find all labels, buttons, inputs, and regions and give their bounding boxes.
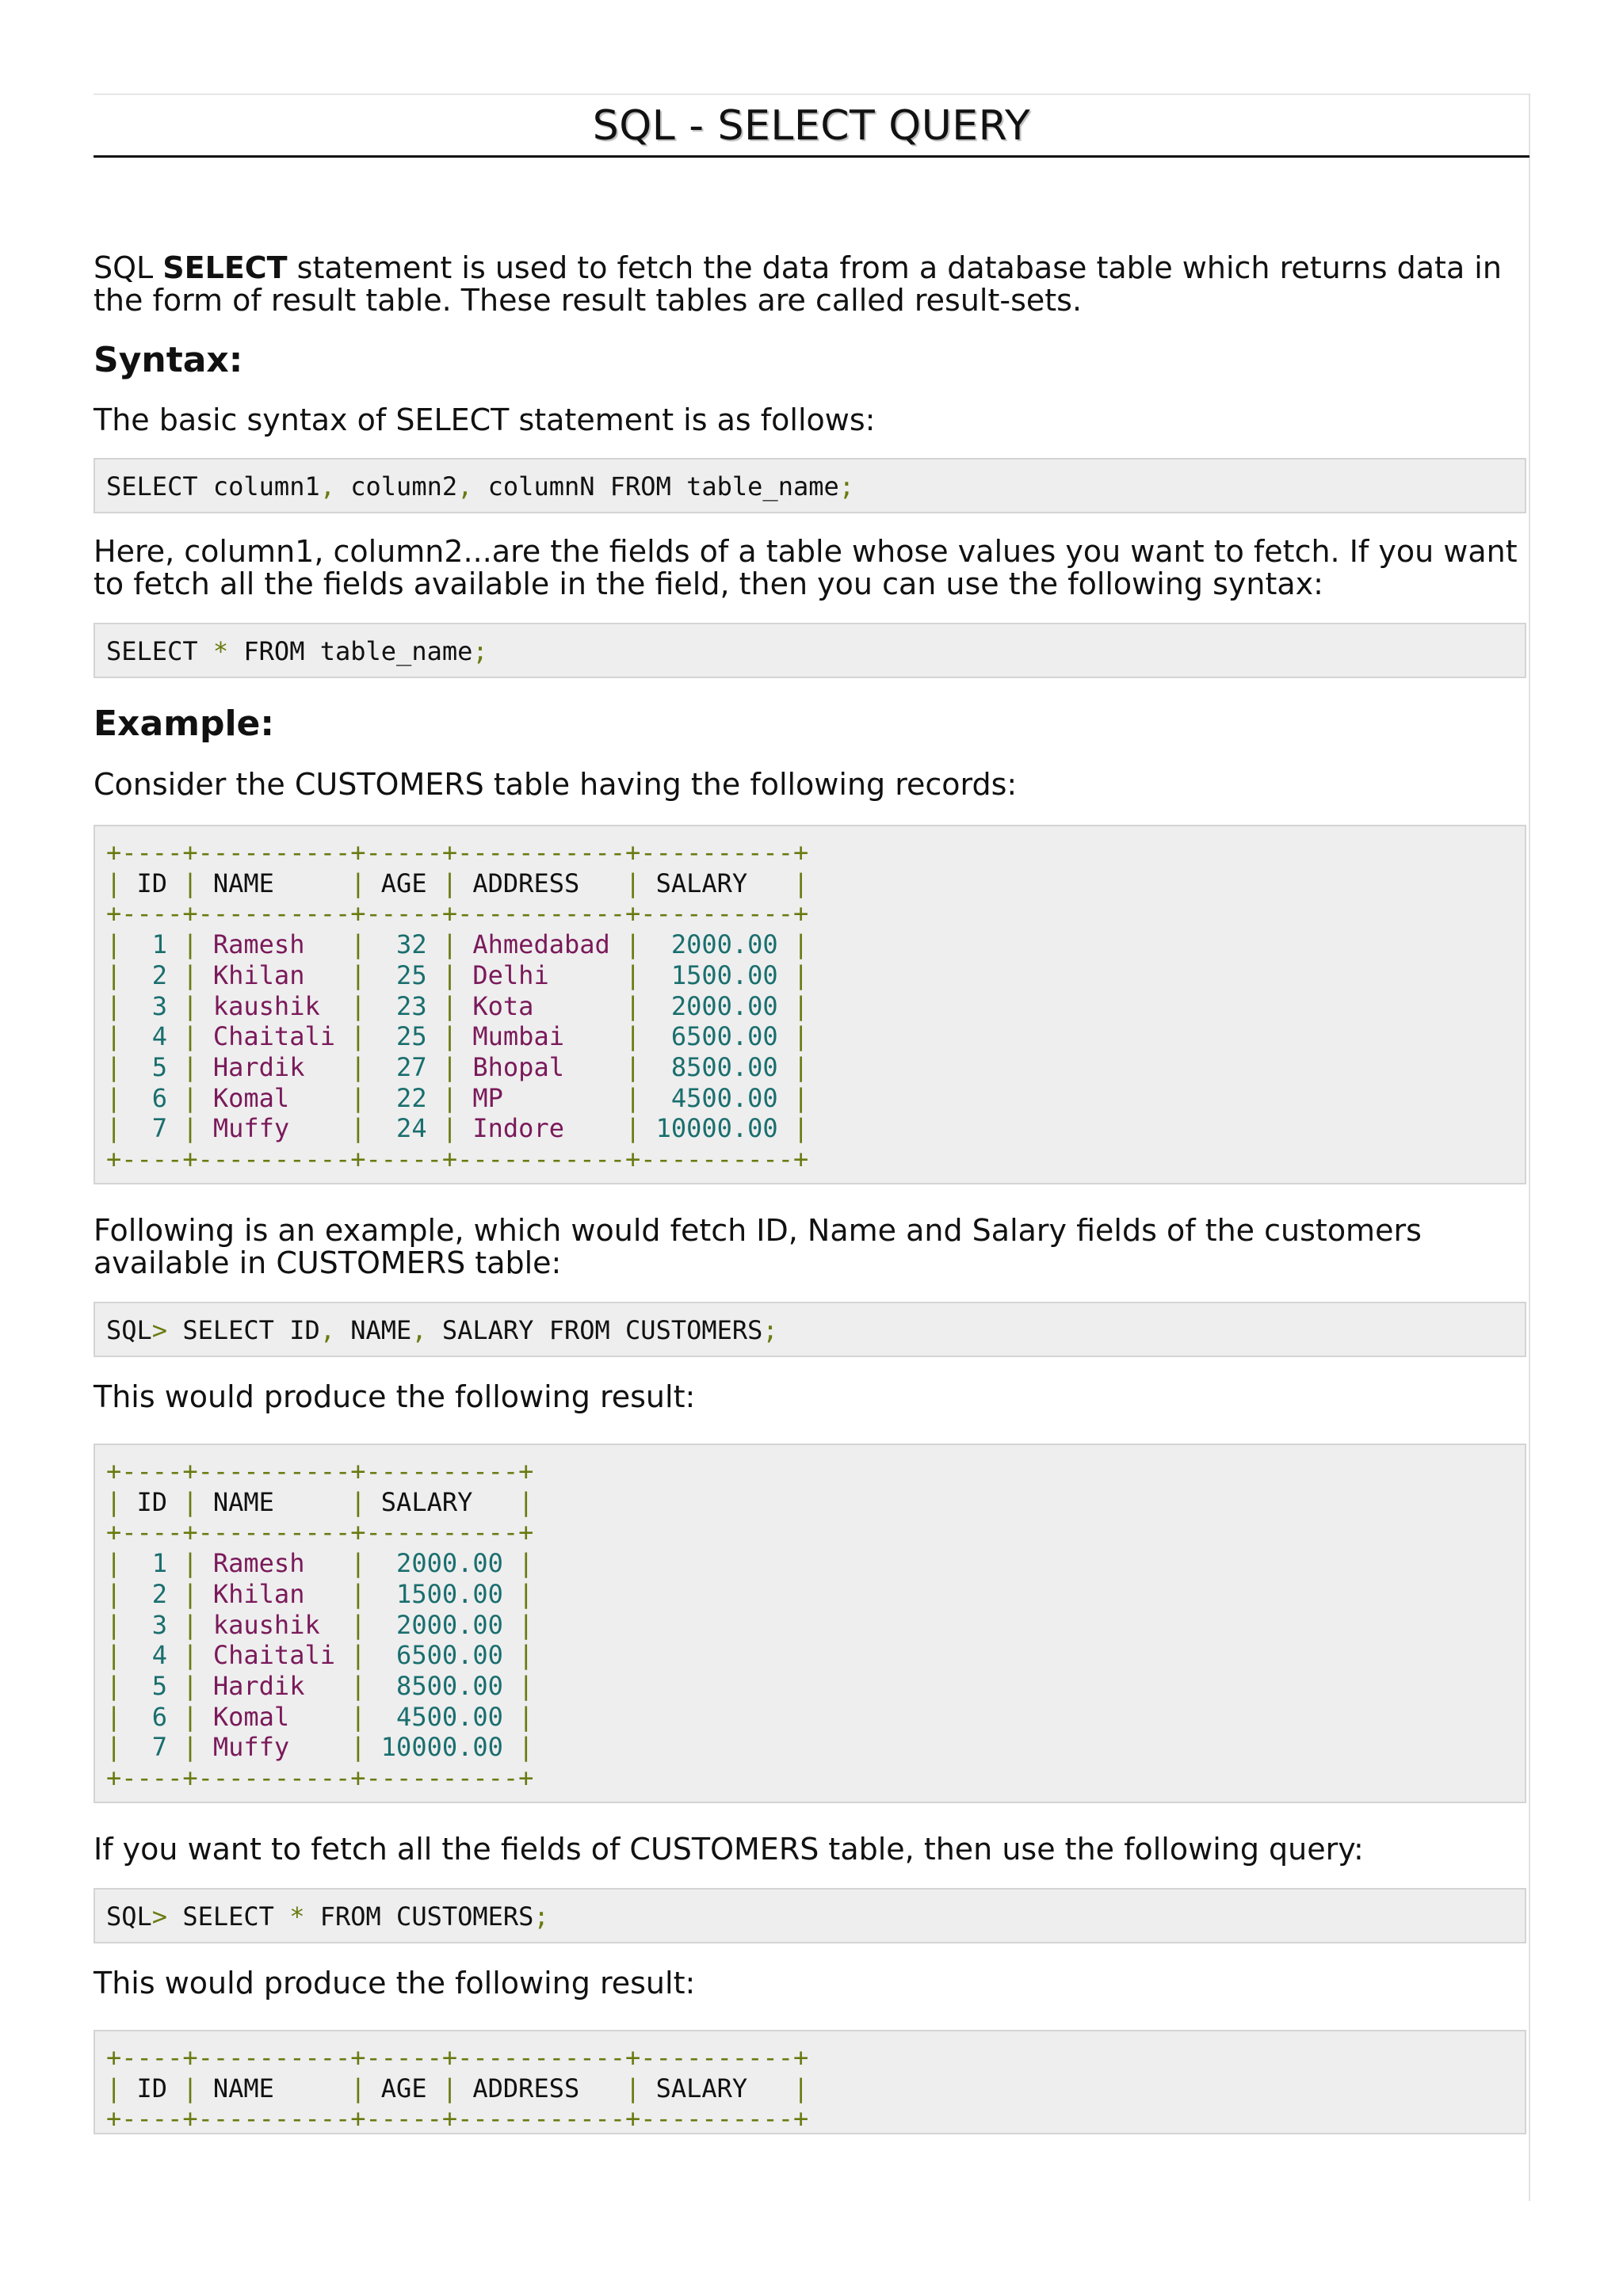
table-cell: 6 — [136, 1082, 168, 1113]
table-cell: Komal — [212, 1701, 335, 1732]
table-cell: 5 — [136, 1670, 168, 1701]
table-row: | 2 | Khilan | 1500.00 | — [106, 1578, 534, 1609]
table-border: +----+----------+-----+-----------+----------+ — [106, 898, 809, 929]
table-header-row: | ID | NAME | SALARY | — [106, 1486, 534, 1517]
table-cell: Kota — [472, 990, 610, 1021]
table-cell: Komal — [212, 1082, 335, 1113]
table-cell: 5 — [136, 1051, 168, 1082]
table-row: | 5 | Hardik | 27 | Bhopal | 8500.00 | — [106, 1051, 809, 1082]
table-cell: 3 — [136, 1609, 168, 1640]
table-cell: Khilan — [212, 959, 335, 990]
table-cell: 1 — [136, 929, 168, 960]
final-table-block — [94, 2030, 1526, 2134]
table-row: | 3 | kaushik | 23 | Kota | 2000.00 | — [106, 990, 809, 1021]
table-cell: 25 — [380, 1021, 427, 1052]
table-cell: Chaitali — [212, 1021, 335, 1052]
article-body — [94, 252, 1526, 2134]
table-cell: 4 — [136, 1640, 168, 1671]
intro-paragraph — [94, 252, 1526, 317]
table-cell: 23 — [380, 990, 427, 1021]
table-cell: Mumbai — [472, 1021, 610, 1052]
table-cell: 27 — [380, 1051, 427, 1082]
table-cell: 6500.00 — [380, 1640, 503, 1671]
table-cell: 8500.00 — [380, 1670, 503, 1701]
table-cell: Ramesh — [212, 929, 335, 960]
table-border: +----+----------+----------+ — [106, 1456, 534, 1486]
table-header-row: | ID | NAME | AGE | ADDRESS | SALARY | — [106, 868, 809, 898]
table-cell: Ahmedabad — [472, 929, 610, 960]
table-row: | 6 | Komal | 22 | MP | 4500.00 | — [106, 1082, 809, 1113]
code-block-select-columns: SQL> SELECT ID, NAME, SALARY FROM CUSTOMERS; — [94, 1302, 1526, 1357]
syntax-explanation: Here, column1, column2...are the fields of a table whose values you want to fetch. If you want to fetch all the fields available in the field, then you can use the following syntax: — [94, 534, 1518, 601]
syntax-heading: Syntax: — [94, 340, 243, 380]
intro-keyword: SELECT — [162, 250, 288, 285]
table-cell: 7 — [136, 1113, 168, 1144]
code-block-select-all: SELECT * FROM table_name; — [94, 623, 1526, 678]
table-cell: 6500.00 — [655, 1021, 778, 1052]
table-cell: ID — [136, 868, 168, 898]
table-border: +----+----------+-----+-----------+----------+ — [106, 2042, 809, 2073]
result-caption-2: This would produce the following result: — [94, 1966, 696, 2000]
table-cell: 7 — [136, 1732, 168, 1763]
table-border: +----+----------+-----+-----------+----------+ — [106, 1144, 809, 1175]
table-row: | 1 | Ramesh | 32 | Ahmedabad | 2000.00 | — [106, 929, 809, 960]
table-cell: Bhopal — [472, 1051, 610, 1082]
table-row: | 3 | kaushik | 2000.00 | — [106, 1609, 534, 1640]
table-cell: 1 — [136, 1548, 168, 1579]
table-cell: Muffy — [212, 1113, 335, 1144]
table-cell: NAME — [212, 1486, 335, 1517]
table-cell: SALARY — [655, 2073, 778, 2103]
example-intro: Consider the CUSTOMERS table having the following records: — [94, 767, 1018, 802]
table-cell: Indore — [472, 1113, 610, 1144]
intro-text-after: statement is used to fetch the data from a database table which returns data in the form of result table. These result tables are called result-sets. — [94, 250, 1502, 318]
table-cell: 2 — [136, 1578, 168, 1609]
table-cell: 2000.00 — [380, 1548, 503, 1579]
table-cell: AGE — [380, 2073, 427, 2103]
table-cell: 4500.00 — [655, 1082, 778, 1113]
table-cell: 25 — [380, 959, 427, 990]
table-border: +----+----------+----------+ — [106, 1763, 534, 1794]
right-margin-line — [1529, 93, 1530, 2201]
table-cell: NAME — [212, 868, 335, 898]
table-cell: MP — [472, 1082, 610, 1113]
table-row: | 5 | Hardik | 8500.00 | — [106, 1670, 534, 1701]
table-cell: kaushik — [212, 1609, 335, 1640]
table-row: | 2 | Khilan | 25 | Delhi | 1500.00 | — [106, 959, 809, 990]
table-row: | 7 | Muffy | 24 | Indore | 10000.00 | — [106, 1113, 809, 1144]
table-cell: Khilan — [212, 1578, 335, 1609]
table-row: | 4 | Chaitali | 25 | Mumbai | 6500.00 | — [106, 1021, 809, 1052]
table-cell: 2 — [136, 959, 168, 990]
table-cell: ADDRESS — [472, 2073, 610, 2103]
table-cell: 22 — [380, 1082, 427, 1113]
example-heading: Example: — [94, 704, 274, 744]
intro-text-before: SQL — [94, 250, 163, 285]
table-cell: 1500.00 — [380, 1578, 503, 1609]
example-explanation: Following is an example, which would fetch ID, Name and Salary fields of the customers available in CUSTOMERS table: — [94, 1213, 1422, 1280]
table-cell: 8500.00 — [655, 1051, 778, 1082]
table-cell: 1500.00 — [655, 959, 778, 990]
table-cell: Chaitali — [212, 1640, 335, 1671]
table-cell: Delhi — [472, 959, 610, 990]
table-cell: 2000.00 — [380, 1609, 503, 1640]
table-cell: 4500.00 — [380, 1701, 503, 1732]
table-cell: 24 — [380, 1113, 427, 1144]
table-border: +----+----------+-----+-----------+----------+ — [106, 837, 809, 868]
table-cell: ID — [136, 2073, 168, 2103]
table-cell: 10000.00 — [380, 1732, 503, 1763]
table-cell: kaushik — [212, 990, 335, 1021]
table-row: | 1 | Ramesh | 2000.00 | — [106, 1548, 534, 1579]
table-cell: AGE — [380, 868, 427, 898]
syntax-intro: The basic syntax of SELECT statement is as follows: — [94, 402, 876, 437]
table-cell: 6 — [136, 1701, 168, 1732]
table-cell: 2000.00 — [655, 990, 778, 1021]
table-cell: SALARY — [655, 868, 778, 898]
customers-table-block — [94, 825, 1526, 1184]
table-cell: 4 — [136, 1021, 168, 1052]
page-title: SQL - SELECT QUERY — [592, 102, 1031, 150]
table-cell: ID — [136, 1486, 168, 1517]
table-cell: 2000.00 — [655, 929, 778, 960]
table-cell: Ramesh — [212, 1548, 335, 1579]
table-cell: Muffy — [212, 1732, 335, 1763]
table-row: | 7 | Muffy | 10000.00 | — [106, 1732, 534, 1763]
table-border: +----+----------+-----+-----------+----------+ — [106, 2103, 809, 2134]
top-divider — [94, 93, 1529, 95]
title-bar — [94, 97, 1529, 158]
table-cell: 32 — [380, 929, 427, 960]
table-row: | 4 | Chaitali | 6500.00 | — [106, 1640, 534, 1671]
code-block-syntax: SELECT column1, column2, columnN FROM table_name; — [94, 458, 1526, 513]
table-cell: NAME — [212, 2073, 335, 2103]
table-cell: SALARY — [380, 1486, 503, 1517]
result-caption-1: This would produce the following result: — [94, 1379, 696, 1414]
example-select-all-intro: If you want to fetch all the fields of CUSTOMERS table, then use the following query: — [94, 1832, 1364, 1867]
table-cell: Hardik — [212, 1670, 335, 1701]
table-row: | 6 | Komal | 4500.00 | — [106, 1701, 534, 1732]
table-cell: 3 — [136, 990, 168, 1021]
code-block-select-all-customers: SQL> SELECT * FROM CUSTOMERS; — [94, 1888, 1526, 1943]
result-table-block — [94, 1444, 1526, 1803]
table-border: +----+----------+----------+ — [106, 1517, 534, 1548]
table-header-row: | ID | NAME | AGE | ADDRESS | SALARY | — [106, 2073, 809, 2103]
table-cell: ADDRESS — [472, 868, 610, 898]
table-cell: Hardik — [212, 1051, 335, 1082]
table-cell: 10000.00 — [655, 1113, 778, 1144]
